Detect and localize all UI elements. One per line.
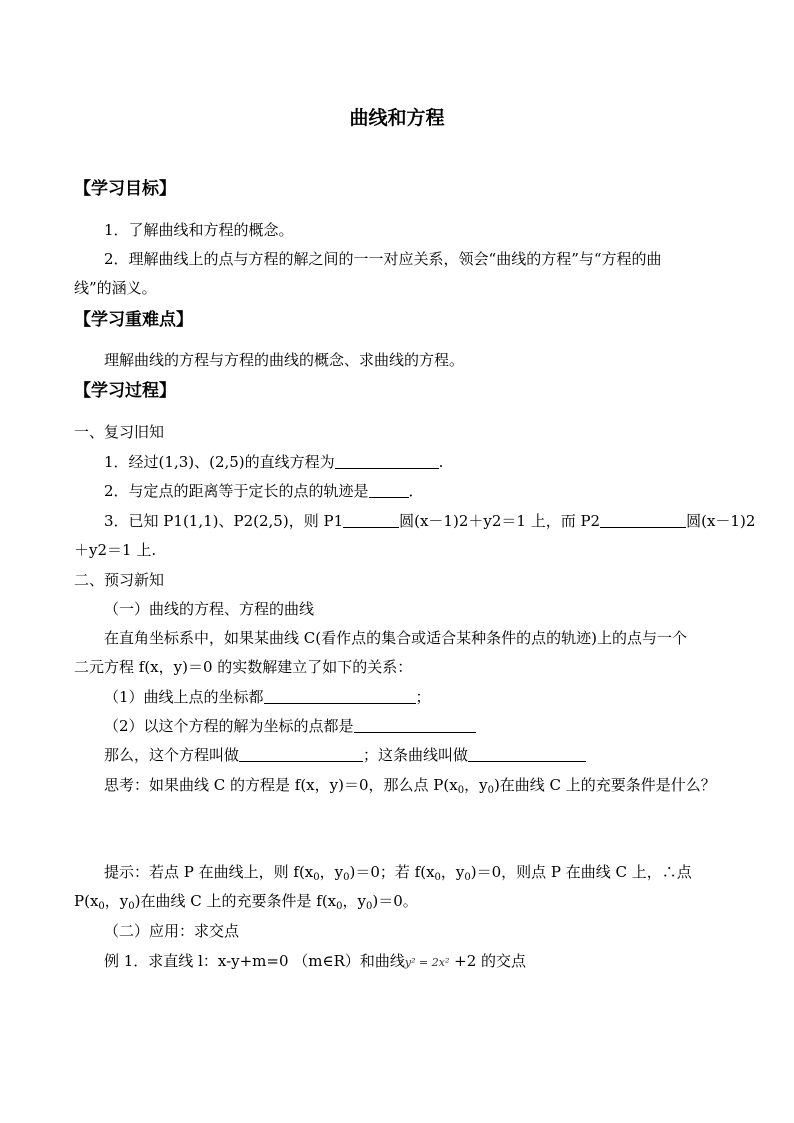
review-question-3-cont: ＋y2＝1 上. [74,541,157,559]
answer-blank[interactable] [239,746,363,762]
answer-blank[interactable] [343,512,399,528]
review-heading: 一、复习旧知 [74,423,165,441]
condition-2: （2）以这个方程的解为坐标的点都是 [104,716,476,736]
preview-paragraph-cont: 二元方程 f(x，y)＝0 的实数解建立了如下的关系： [74,658,413,676]
goal-heading: 【学习目标】 [74,179,176,199]
process-heading: 【学习过程】 [74,381,176,401]
hint-line-1: 提示：若点 P 在曲线上，则 $f(x_0$，$y_0)=0$；若 $f(x_0$，$y_0)=0$，则点 P 在曲线 C 上，∴点 [104,863,692,883]
goal-item-2: 2．理解曲线上的点与方程的解之间的一一对应关系，领会“曲线的方程”与“方程的曲 [104,250,662,268]
review-question-1: 1．经过(1,3)、(2,5)的直线方程为 . [104,453,444,471]
hint-line-2: $P(x_0$，$y_0$)在曲线 C 上的充要条件是 $f(x_0$，$y_0)=0$。 [74,892,418,912]
review-question-2: 2．与定点的距离等于定长的点的轨迹是 ． [104,482,424,500]
example-1: 例 1．求直线 l：x-y+m=0 （m∈R）和曲线y² = 2x² +2 的交点 [104,952,527,970]
answer-blank[interactable] [264,688,416,704]
answer-blank[interactable] [369,482,409,498]
page-title: 曲线和方程 [349,107,445,129]
answer-blank[interactable] [468,746,586,762]
curve-formula: y² = 2x² [404,956,450,969]
goal-item-2-cont: 线”的涵义。 [74,279,157,297]
preview-sub-2: （二）应用：求交点 [104,922,240,940]
condition-1: （1）曲线上点的坐标都 ； [104,688,431,706]
answer-blank[interactable] [335,453,439,469]
answer-blank[interactable] [354,717,476,733]
think-question: 思考：如果曲线 C 的方程是 f(x，y)＝0，那么点 $P(x_0$，$y_0$)在曲线 C 上的充要条件是什么？ [104,776,716,796]
answer-blank[interactable] [600,512,686,528]
preview-sub-1: （一）曲线的方程、方程的曲线 [104,600,315,618]
key-text: 理解曲线的方程与方程的曲线的概念、求曲线的方程。 [104,351,465,369]
definition-line: 那么，这个方程叫做 ；这条曲线叫做 [104,745,586,765]
key-heading: 【学习重难点】 [74,310,193,330]
preview-heading: 二、预习新知 [74,571,165,589]
review-question-3: 3．已知 P1(1,1)、P2(2,5)，则 P1 圆(x－1)2＋y2＝1 上，而 P2 圆(x－1)2 [104,512,756,530]
preview-paragraph: 在直角坐标系中，如果某曲线 C(看作点的集合或适合某种条件的点的轨迹)上的点与一个 [104,629,687,647]
goal-item-1: 1．了解曲线和方程的概念。 [104,221,294,239]
